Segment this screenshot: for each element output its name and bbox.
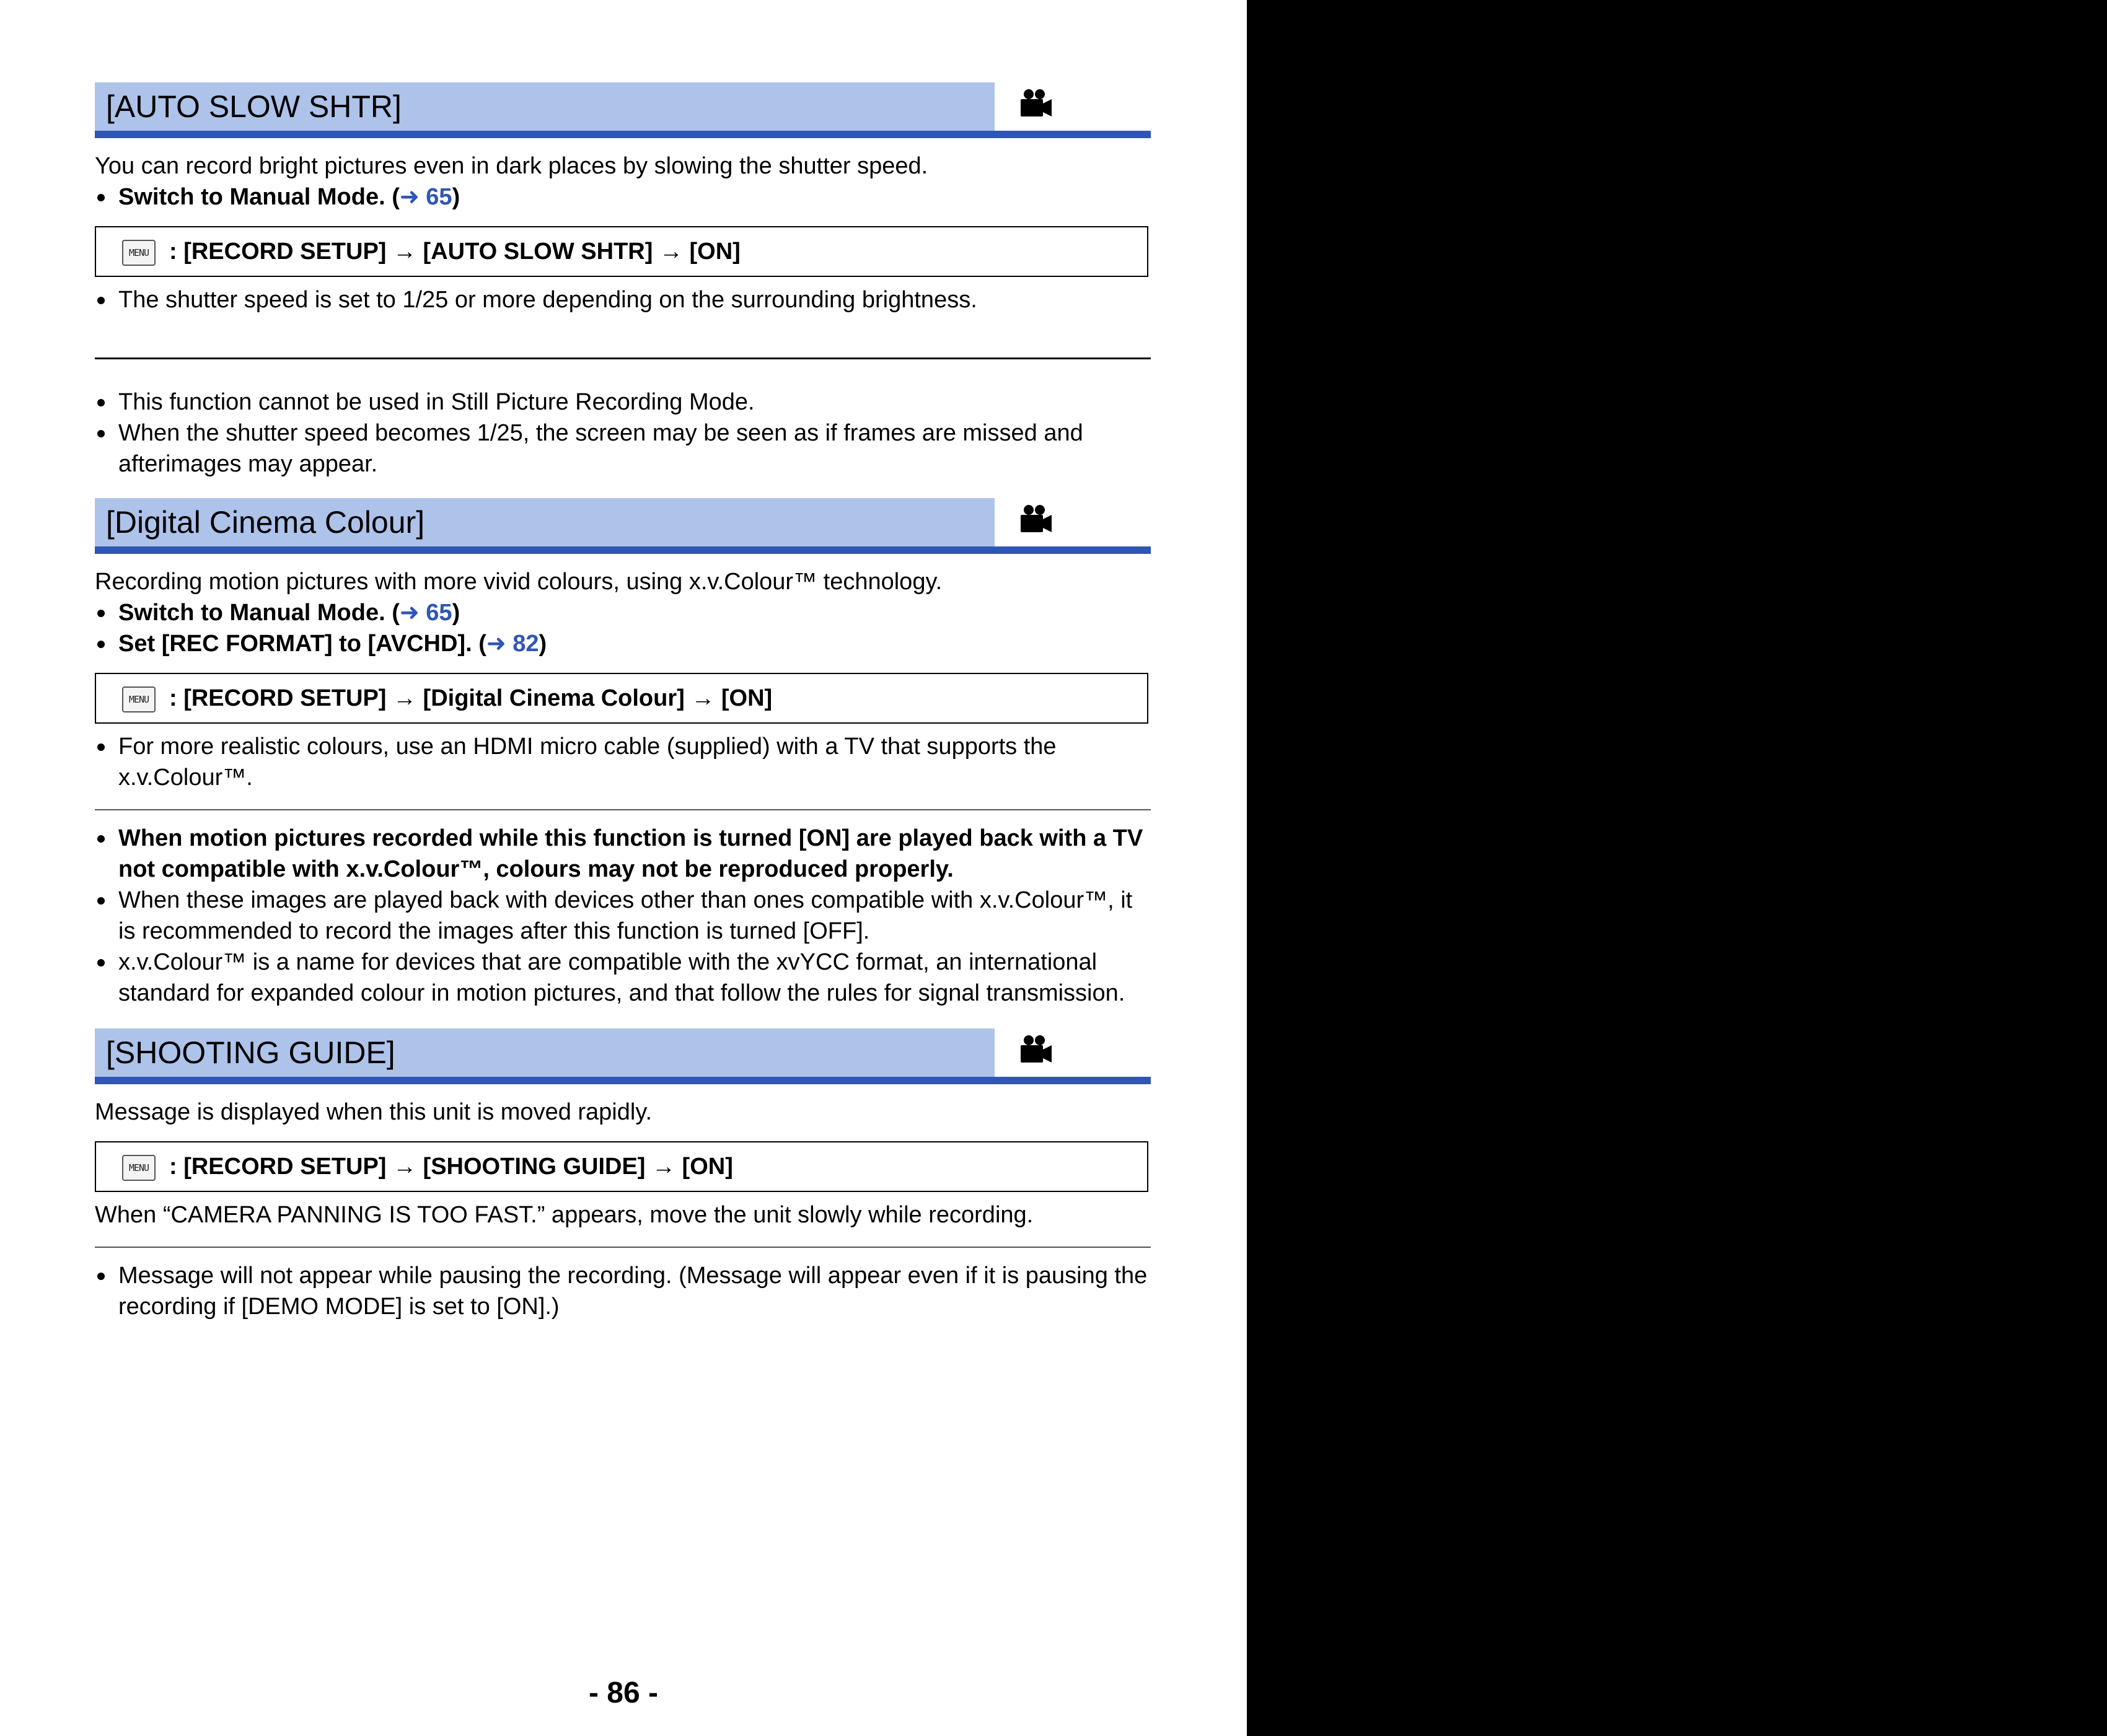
note-item: The shutter speed is set to 1/25 or more depending on the surrounding brightness.: [95, 284, 1151, 315]
movie-camera-icon: [1018, 504, 1053, 534]
note-item: For more realistic colours, use an HDMI micro cable (supplied) with a TV that supports the x.v.Colour™.: [95, 731, 1151, 793]
section-intro: You can record bright pictures even in dark places by slowing the shutter speed.: [95, 153, 928, 179]
caution-item: When the shutter speed becomes 1/25, the screen may be seen as if frames are missed and afterimages may appear.: [95, 418, 1151, 480]
section-title-rule: [95, 1077, 1151, 1084]
prereq-item: Switch to Manual Mode. (➜ 65): [95, 182, 1151, 213]
menu-icon: MENU: [122, 240, 156, 266]
page-content: [95, 82, 1151, 1322]
section-title-bar: [95, 1028, 995, 1077]
section-intro: Recording motion pictures with more vivid colours, using x.v.Colour™ technology.: [95, 569, 943, 595]
menu-icon: MENU: [122, 686, 156, 712]
caution-item: x.v.Colour™ is a name for devices that are compatible with the xvYCC format, an international standard for expanded colour in motion pictures, and that follow the rules for signal transmission.: [95, 947, 1151, 1009]
movie-camera-icon: [1018, 1035, 1053, 1064]
caution-item-important: When motion pictures recorded while this function is turned [ON] are played back with a TV not compatible with x.v.Colour™, colours may not be reproduced properly.: [95, 823, 1151, 885]
prereq-item: Set [REC FORMAT] to [AVCHD]. (➜ 82): [95, 628, 1151, 659]
page-link[interactable]: ➜ 82: [486, 631, 539, 657]
caution-list: [95, 1260, 1151, 1322]
section-title: [AUTO SLOW SHTR]: [106, 89, 402, 124]
section-title-rule: [95, 131, 1151, 138]
menu-path-text: : [RECORD SETUP] → [Digital Cinema Colour] → [ON]: [169, 685, 773, 711]
menu-path-box: [95, 1141, 1148, 1192]
page-number: - 86 -: [588, 1677, 659, 1709]
section-intro: Message is displayed when this unit is moved rapidly.: [95, 1099, 653, 1125]
caution-list: [95, 387, 1151, 480]
notes-divider: [95, 357, 1151, 359]
menu-path-box: [95, 673, 1148, 724]
prereq-item: Switch to Manual Mode. (➜ 65): [95, 597, 1151, 628]
menu-path-text: : [RECORD SETUP] → [AUTO SLOW SHTR] → [ON]: [169, 239, 741, 265]
caution-list: [95, 823, 1151, 1009]
caution-item: When these images are played back with devices other than ones compatible with x.v.Colour™, it is recommended to record the images after this function is turned [OFF].: [95, 885, 1151, 947]
section-title-bar: [95, 82, 995, 131]
menu-icon: MENU: [122, 1155, 156, 1181]
section-title-rule: [95, 546, 1151, 554]
notes-divider: [95, 809, 1151, 810]
note-text: When “CAMERA PANNING IS TOO FAST.” appears, move the unit slowly while recording.: [95, 1202, 1034, 1228]
menu-path-text: : [RECORD SETUP] → [SHOOTING GUIDE] → [ON]: [169, 1154, 733, 1180]
section-header-auto-slow-shtr: [95, 82, 1151, 138]
section-header-shooting-guide: [95, 1028, 1151, 1084]
section-title: [SHOOTING GUIDE]: [106, 1035, 395, 1070]
menu-path-box: [95, 226, 1148, 277]
movie-camera-icon: [1018, 89, 1053, 118]
page-link[interactable]: ➜ 65: [399, 600, 452, 626]
section-header-digital-cinema-colour: [95, 498, 1151, 554]
section-title-bar: [95, 498, 995, 546]
notes-divider: [95, 1247, 1151, 1248]
caution-item: This function cannot be used in Still Picture Recording Mode.: [95, 387, 1151, 418]
section-title: [Digital Cinema Colour]: [106, 505, 425, 540]
page-link[interactable]: ➜ 65: [399, 184, 452, 210]
caution-item: Message will not appear while pausing the recording. (Message will appear even if it is pausing the recording if [DEMO MODE] is set to [ON].): [95, 1260, 1151, 1322]
